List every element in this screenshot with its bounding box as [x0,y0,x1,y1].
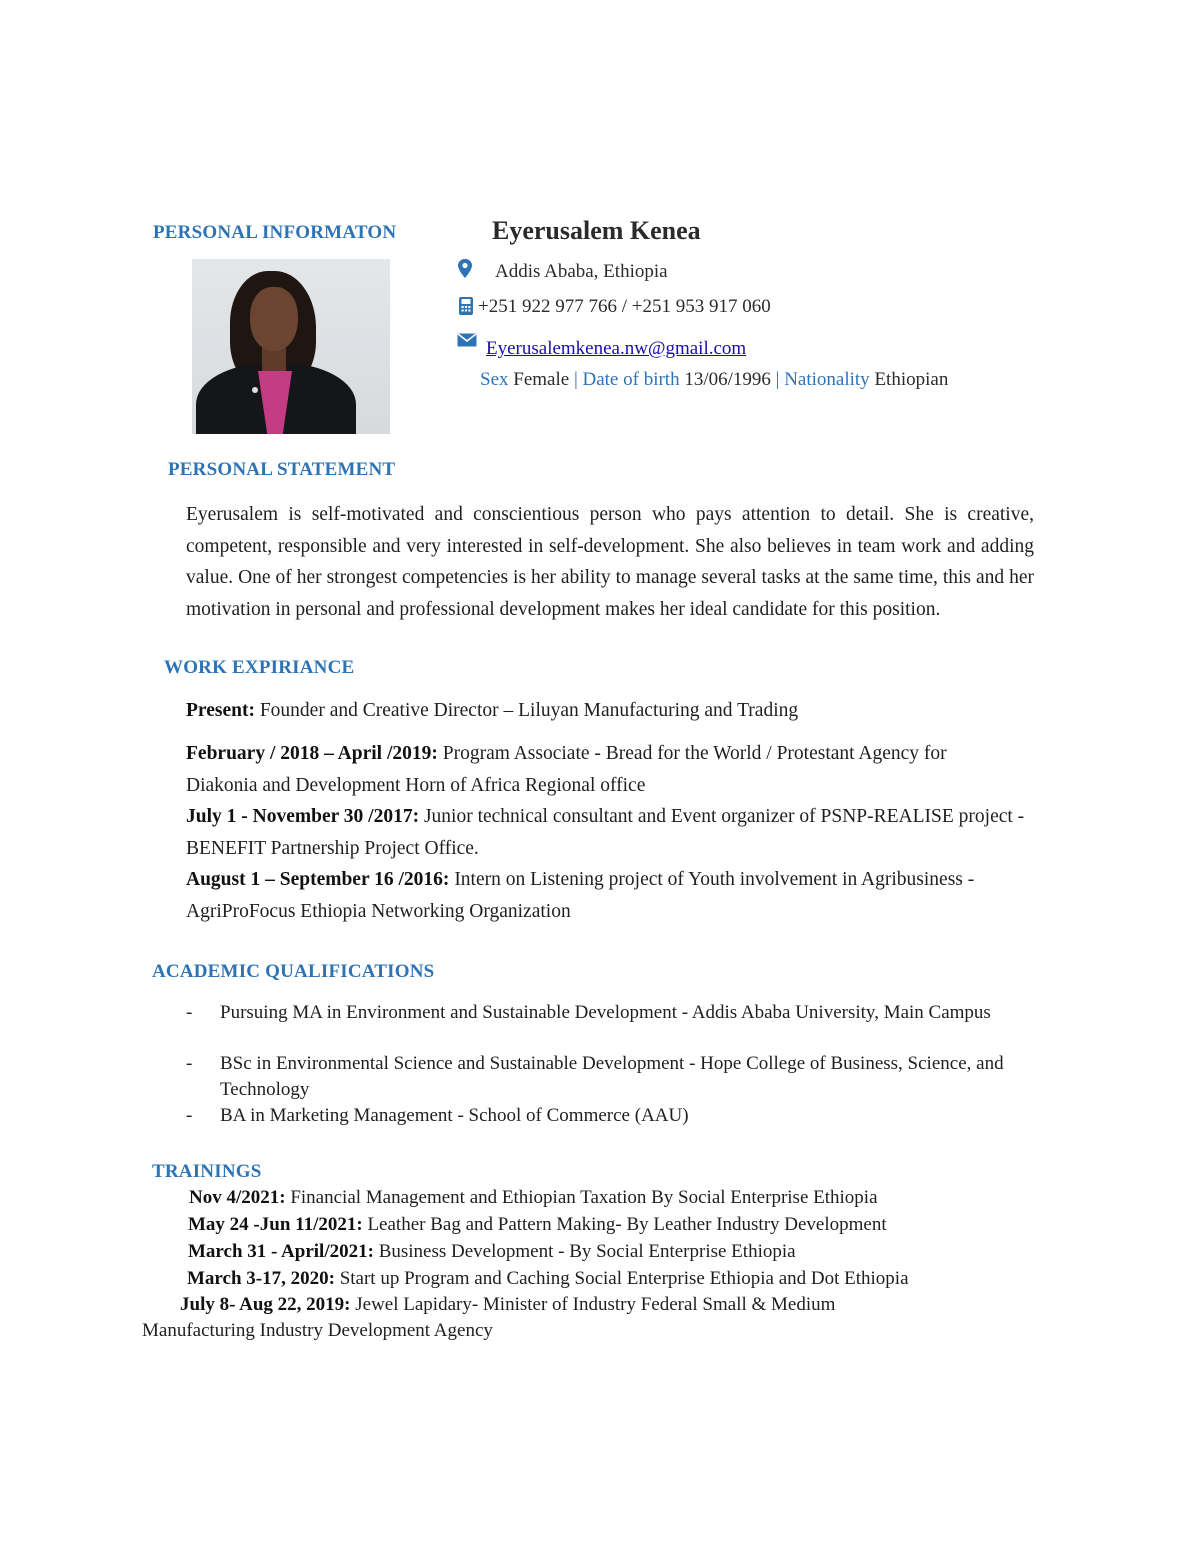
qualification-text: Pursuing MA in Environment and Sustainable Development - Addis Ababa University, Main Campus [220,1002,991,1023]
dob-label: Date of birth [582,369,680,390]
work-item [186,864,1016,927]
profile-photo [192,259,390,434]
list-dash: - [186,1105,193,1126]
heading-personal-statement: PERSONAL STATEMENT [168,459,396,480]
work-item [186,738,1016,801]
heading-trainings: TRAININGS [152,1161,262,1182]
training-date: May 24 -Jun 11/2021: [188,1214,363,1235]
work-date: Present: [186,700,255,721]
training-continuation: Manufacturing Industry Development Agency [142,1320,493,1341]
phone-icon [458,296,474,321]
list-item [186,1103,1056,1129]
sex-label: Sex [480,369,509,390]
personal-details-line [480,369,948,391]
training-date: Nov 4/2021: [189,1187,286,1208]
location-text: Addis Ababa, Ethiopia [495,261,668,282]
heading-personal-information: PERSONAL INFORMATON [153,222,397,243]
work-item [186,801,1031,864]
work-item [186,695,1066,727]
work-description: Program Associate - Bread for the World / Protestant Agency for Diakonia and Development Horn of Africa Regional office [186,743,947,796]
training-description: Business Development - By Social Enterprise Ethiopia [373,1241,796,1262]
envelope-icon [457,333,477,352]
email-address[interactable]: Eyerusalemkenea.nw@gmail.com [486,338,747,359]
training-description: Start up Program and Caching Social Enterprise Ethiopia and Dot Ethiopia [334,1268,909,1289]
sex-value: Female [513,369,570,390]
training-description: Financial Management and Ethiopian Taxation By Social Enterprise Ethiopia [285,1187,878,1208]
full-name: Eyerusalem Kenea [492,216,701,245]
training-item [187,1268,909,1290]
dob-value: 13/06/1996 [684,369,771,390]
training-date: July 8- Aug 22, 2019: [180,1294,351,1315]
training-description: Leather Bag and Pattern Making- By Leather Industry Development [362,1214,887,1235]
work-date: July 1 - November 30 /2017: [186,806,420,827]
separator: | [775,369,780,390]
work-description: Founder and Creative Director – Liluyan Manufacturing and Trading [254,700,799,721]
qualification-text: BA in Marketing Management - School of Commerce (AAU) [220,1105,689,1126]
work-description: Junior technical consultant and Event organizer of PSNP-REALISE project - BENEFIT Partnership Project Office. [186,806,1025,859]
training-date: March 31 - April/2021: [188,1241,374,1262]
heading-academic-qualifications: ACADEMIC QUALIFICATIONS [152,961,435,982]
phone-text: +251 922 977 766 / +251 953 917 060 [478,296,771,317]
list-dash: - [186,1053,193,1074]
work-date: August 1 – September 16 /2016: [186,869,450,890]
list-item [186,1051,1066,1102]
training-item [188,1214,887,1236]
nationality-value: Ethiopian [874,369,949,390]
heading-work-experience: WORK EXPIRIANCE [164,657,355,678]
work-description: Intern on Listening project of Youth involvement in Agribusiness - AgriProFocus Ethiopia Networking Organization [186,869,975,922]
training-date: March 3-17, 2020: [187,1268,335,1289]
qualification-text: BSc in Environmental Science and Sustainable Development - Hope College of Business, Science, and Technology [220,1053,1004,1100]
training-item [188,1241,796,1263]
nationality-label: Nationality [784,369,870,390]
work-date: February / 2018 – April /2019: [186,743,438,764]
personal-statement-text: Eyerusalem is self-motivated and conscientious person who pays attention to detail. She is creative, competent, responsible and very interested in self-development. She also believes in team work and adding value. One of her strongest competencies is her ability to manage several tasks at the same time, this and her motivation in personal and professional development makes her ideal candidate for this position. [186,504,1034,620]
training-item [189,1187,878,1209]
training-description: Jewel Lapidary- Minister of Industry Federal Small & Medium [350,1294,836,1315]
email-link[interactable] [486,338,746,360]
list-item [186,1000,1066,1026]
map-pin-icon [457,258,473,285]
list-dash: - [186,1002,193,1023]
separator: | [573,369,578,390]
training-item [180,1294,835,1316]
